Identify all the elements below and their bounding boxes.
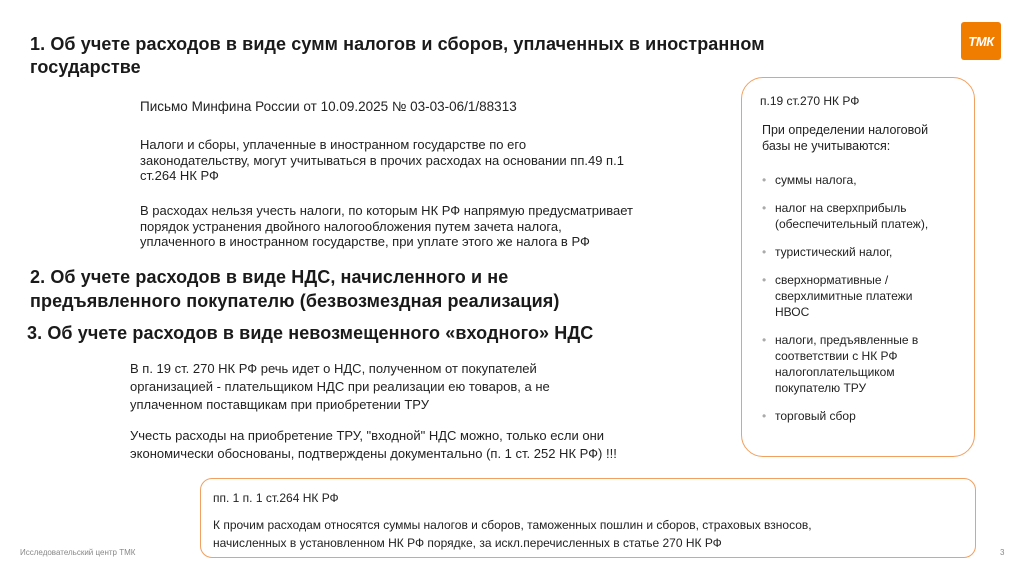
bottom-info-box — [200, 478, 976, 558]
list-item-line: соответствии с НК РФ — [775, 349, 898, 363]
list-item-line: налог на сверхприбыль — [775, 201, 907, 215]
list-item-line: (обеспечительный платеж), — [775, 217, 929, 231]
section3-para1-line1: В п. 19 ст. 270 НК РФ речь идет о НДС, полученном от покупателей — [130, 361, 537, 376]
list-item-line: сверхнормативные / — [775, 273, 889, 287]
bottom-box-text — [213, 516, 973, 552]
section3-para1 — [130, 360, 730, 414]
section3-title: 3. Об учете расходов в виде невозмещенного «входного» НДС — [27, 323, 594, 343]
side-box-subtitle — [762, 122, 928, 154]
list-item-line: торговый сбор — [775, 409, 856, 423]
section1-para1-line2: законодательству, могут учитываться в прочих расходах на основании пп.49 п.1 — [140, 152, 624, 168]
list-item-line: покупателю ТРУ — [775, 381, 867, 395]
list-item-line: суммы налога, — [775, 173, 857, 187]
section2-title-line2: предъявленного покупателю (безвозмездная реализация) — [30, 291, 560, 311]
list-item — [762, 408, 972, 424]
logo-text: ТМК — [968, 34, 994, 49]
page-number: 3 — [1000, 548, 1005, 557]
section3-para2-line1: Учесть расходы на приобретение ТРУ, "входной" НДС можно, только если они — [130, 428, 605, 443]
list-item-line: туристический налог, — [775, 245, 893, 259]
section3-para1-line3: уплаченном поставщикам при приобретении ТРУ — [130, 397, 429, 412]
side-info-box — [741, 77, 975, 457]
list-item-line: налогоплательщиком — [775, 365, 895, 379]
section1-para1-line1: Налоги и сборы, уплаченные в иностранном государстве по его — [140, 137, 527, 152]
list-item-line: налоги, предъявленные в — [775, 333, 919, 347]
list-item — [762, 172, 972, 188]
bullet-icon: • — [762, 245, 767, 259]
section2-title-line1: 2. Об учете расходов в виде НДС, начисленного и не — [30, 267, 509, 287]
section3-para1-line2: организацией - плательщиком НДС при реализации ею товаров, а не — [130, 379, 550, 394]
list-item — [762, 200, 972, 232]
side-box-list — [762, 172, 972, 436]
section3-para2 — [130, 427, 730, 463]
bottom-box-line2: начисленных в установленном НК РФ порядке, за искл.перечисленных в статье 270 НК РФ — [213, 536, 722, 550]
bullet-icon: • — [762, 173, 767, 187]
section1-para2 — [140, 203, 730, 250]
section1-para2-line2: порядок устранения двойного налогообложения путем зачета налога, — [140, 218, 562, 234]
section3-para2-line2: экономически обоснованы, подтверждены документально (п. 1 ст. 252 НК РФ) !!! — [130, 446, 617, 461]
bullet-icon: • — [762, 201, 767, 215]
side-box-subtitle-line2: базы не учитываются: — [762, 139, 891, 153]
section1-title-line2: государстве — [30, 57, 141, 77]
list-item — [762, 332, 972, 396]
list-item-line: сверхлимитные платежи — [775, 289, 913, 303]
side-box-title: п.19 ст.270 НК РФ — [760, 94, 860, 108]
section2-title — [30, 265, 730, 313]
section1-para1 — [140, 137, 730, 184]
list-item-line: НВОС — [775, 305, 810, 319]
bullet-icon: • — [762, 333, 767, 347]
footer-text: Исследовательский центр ТМК — [20, 548, 136, 557]
tmk-logo — [961, 22, 1001, 60]
side-box-subtitle-line1: При определении налоговой — [762, 123, 929, 137]
letter-reference: Письмо Минфина России от 10.09.2025 № 03-03-06/1/88313 — [140, 99, 517, 114]
bullet-icon: • — [762, 273, 767, 287]
section1-para1-line3: ст.264 НК РФ — [140, 168, 219, 183]
section1-title-line1: 1. Об учете расходов в виде сумм налогов и сборов, уплаченных в иностранном — [30, 34, 765, 54]
bullet-icon: • — [762, 409, 767, 423]
list-item — [762, 244, 972, 260]
section1-para2-line3: уплаченного в иностранном государстве, при уплате этого же налога в РФ — [140, 234, 590, 249]
bottom-box-line1: К прочим расходам относятся суммы налогов и сборов, таможенных пошлин и сборов, страховых взносов, — [213, 518, 812, 532]
section1-para2-line1: В расходах нельзя учесть налоги, по которым НК РФ напрямую предусматривает — [140, 203, 634, 218]
bottom-box-title: пп. 1 п. 1 ст.264 НК РФ — [213, 491, 339, 505]
list-item — [762, 272, 972, 320]
section1-title — [30, 33, 830, 79]
